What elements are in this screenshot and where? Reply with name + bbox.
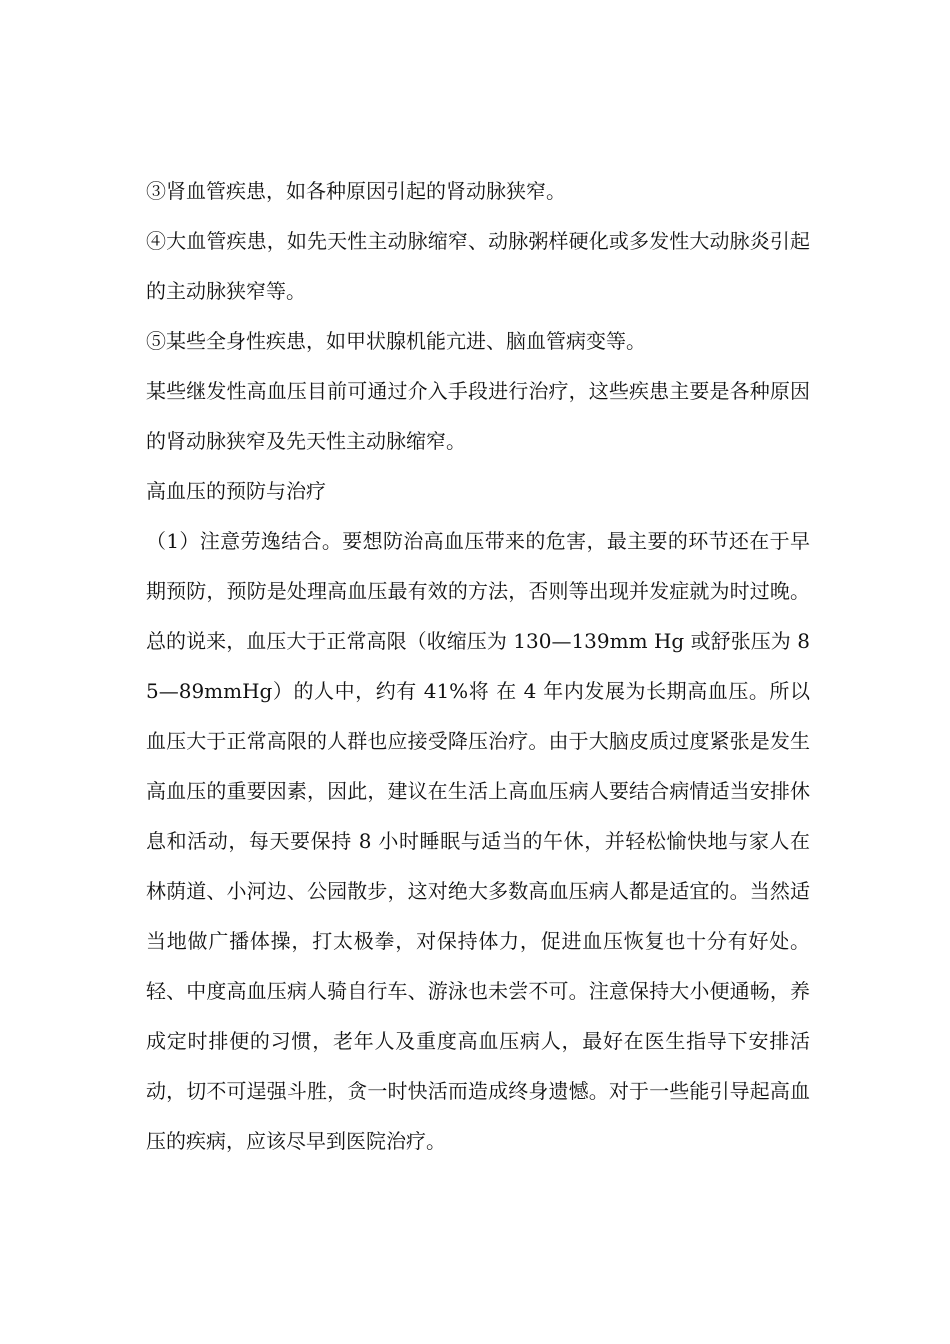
paragraph-systemic: ⑤某些全身性疾患，如甲状腺机能亢进、脑血管病变等。: [146, 329, 646, 353]
paragraph-great-vessel: ④大血管疾患，如先天性主动脉缩窄、动脉粥样硬化或多发性大动脉炎引起的主动脉狭窄等。: [146, 229, 810, 303]
document-body: [146, 166, 810, 1166]
paragraph-interventional: 某些继发性高血压目前可通过介入手段进行治疗，这些疾患主要是各种原因的肾动脉狭窄及先天性主动脉缩窄。: [146, 379, 810, 453]
paragraph-prevention: （1）注意劳逸结合。要想防治高血压带来的危害，最主要的环节还在于早期预防，预防是处理高血压最有效的方法，否则等出现并发症就为时过晚。总的说来，血压大于正常高限（收缩压为 130—139mm Hg 或舒张压为 85—89mmHg）的人中，约有 41%将 在 4 年内发展为长期高血压。所以血压大于正常高限的人群也应接受降压治疗。由于大脑皮质过度紧张是发生高血压的重要因素，因此，建议在生活上高血压病人要结合病情适当安排休息和活动，每天要保持 8 小时睡眠与适当的午休，并轻松愉快地与家人在林荫道、小河边、公园散步，这对绝大多数高血压病人都是适宜的。当然适当地做广播体操，打太极拳，对保持体力，促进血压恢复也十分有好处。轻、中度高血压病人骑自行车、游泳也未尝不可。注意保持大小便通畅，养成定时排便的习惯，老年人及重度高血压病人，最好在医生指导下安排活动，切不可逞强斗胜，贪一时快活而造成终身遗憾。对于一些能引导起高血压的疾病，应该尽早到医院治疗。: [146, 529, 810, 1153]
paragraph-renal-vascular: ③肾血管疾患，如各种原因引起的肾动脉狭窄。: [146, 179, 566, 203]
section-heading: 高血压的预防与治疗: [146, 479, 326, 503]
